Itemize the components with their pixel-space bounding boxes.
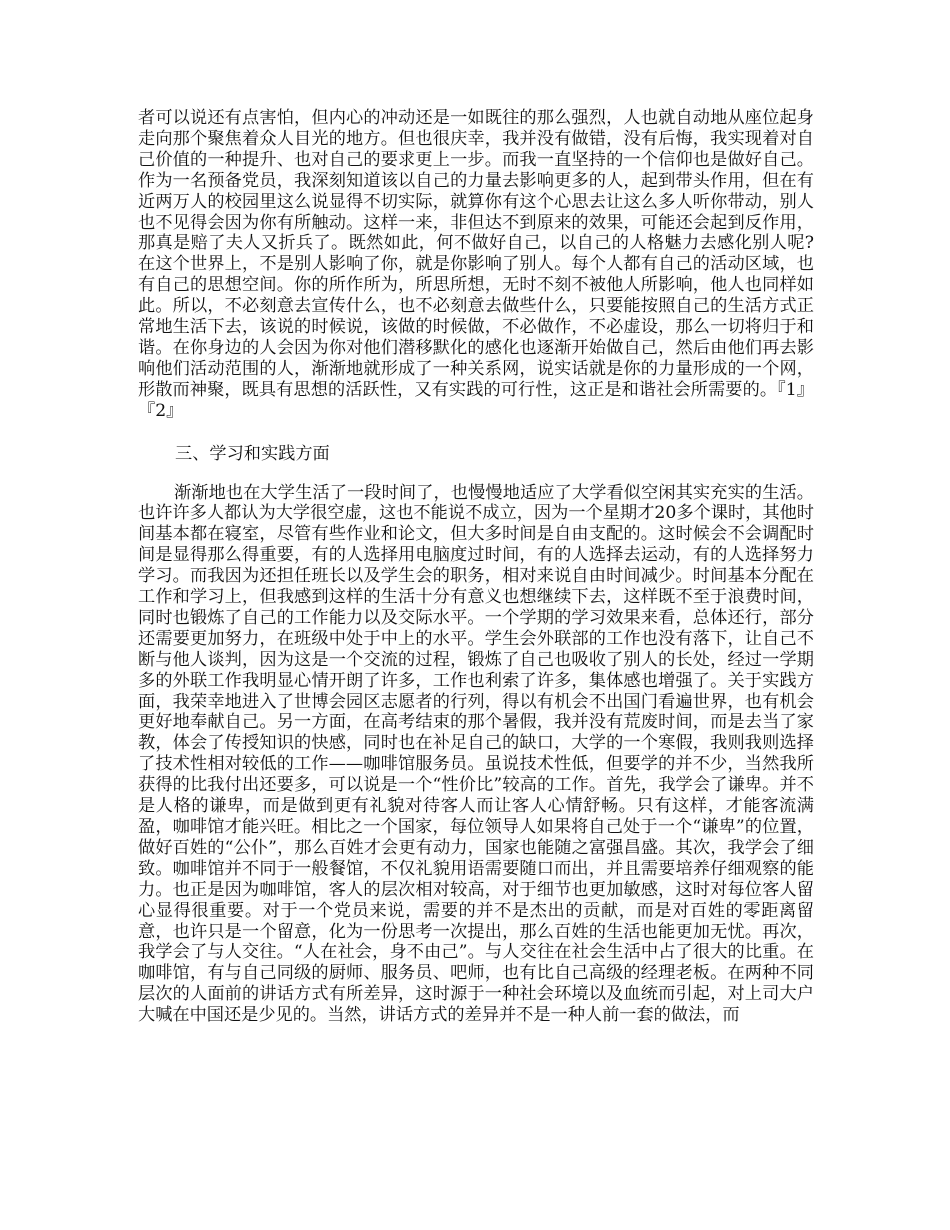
- document-page: [138, 108, 814, 1026]
- paragraph-1: 者可以说还有点害怕，但内心的冲动还是一如既往的那么强烈，人也就自动地从座位起身走向那个聚焦着众人目光的地方。但也很庆幸，我并没有做错，没有后悔，我实现着对自己价值的一种提升、也对自己的要求更上一步。而我一直坚持的一个信仰也是做好自己。作为一名预备党员，我深刻知道该以自己的力量去影响更多的人，起到带头作用，但在有近两万人的校园里这么说显得不切实际，就算你有这个心思去让这么多人听你带动，别人也不见得会因为你有所触动。这样一来，非但达不到原来的效果，可能还会起到反作用，那真是赔了夫人又折兵了。既然如此，何不做好自己，以自己的人格魅力去感化别人呢?在这个世界上，不是别人影响了你，就是你影响了别人。每个人都有自己的活动区域，也有自己的思想空间。你的所作所为，所思所想，无时不刻不被他人所影响，他人也同样如此。所以，不必刻意去宣传什么，也不必刻意去做些什么，只要能按照自己的生活方式正常地生活下去，该说的时候说，该做的时候做，不必做作，不必虚设，那么一切将归于和谐。在你身边的人会因为你对他们潜移默化的感化也逐渐开始做自己，然后由他们再去影响他们活动范围的人，渐渐地就形成了一种关系网，说实话就是你的力量形成的一个网，形散而神聚，既具有思想的活跃性，又有实践的可行性，这正是和谐社会所需要的。『1』『2』: [138, 108, 814, 421]
- section-title: 三、学习和实践方面: [175, 443, 330, 464]
- paragraph-2: 渐渐地也在大学生活了一段时间了，也慢慢地适应了大学看似空闲其实充实的生活。也许许多人都认为大学很空虚，这也不能说不成立，因为一个星期才20多个课时，其他时间基本都在寝室，尽管有些作业和论文，但大多时间是自由支配的。这时候会不会调配时间是显得那么得重要，有的人选择用电脑度过时间，有的人选择去运动，有的人选择努力学习。而我因为还担任班长以及学生会的职务，相对来说自由时间减少。时间基本分配在工作和学习上，但我感到这样的生活十分有意义也想继续下去，这样既不至于浪费时间，同时也锻炼了自己的工作能力以及交际水平。一个学期的学习效果来看，总体还行，部分还需要更加努力，在班级中处于中上的水平。学生会外联部的工作也没有落下，让自己不断与他人谈判，因为这是一个交流的过程，锻炼了自己也吸收了别人的长处，经过一学期多的外联工作我明显心情开朗了许多，工作也利索了许多，集体感也增强了。关于实践方面，我荣幸地进入了世博会园区志愿者的行列，得以有机会不出国门看遍世界，也有机会更好地奉献自己。另一方面，在高考结束的那个暑假，我并没有荒废时间，而是去当了家教，体会了传授知识的快感，同时也在补足自己的缺口，大学的一个寒假，我则我则选择了技术性相对较低的工作——咖啡馆服务员。虽说技术性低，但要学的并不少，当然我所获得的比我付出还要多，可以说是一个“性价比”较高的工作。首先，我学会了谦卑。并不是人格的谦卑，而是做到更有礼貌对待客人而让客人心情舒畅。只有这样，才能客流满盈，咖啡馆才能兴旺。相比之一个国家，每位领导人如果将自己处于一个“谦卑”的位置，做好百姓的“公仆”，那么百姓才会更有动力，国家也能随之富强昌盛。其次，我学会了细致。咖啡馆并不同于一般餐馆，不仅礼貌用语需要随口而出，并且需要培养仔细观察的能力。也正是因为咖啡馆，客人的层次相对较高，对于细节也更加敏感，这时对每位客人留心显得很重要。对于一个党员来说，需要的并不是杰出的贡献，而是对百姓的零距离留意，也许只是一个留意，化为一份思考一次提出，那么百姓的生活也能更加无忧。再次，我学会了与人交往。“人在社会，身不由己”。与人交往在社会生活中占了很大的比重。在咖啡馆，有与自己同级的厨师、服务员、吧师，也有比自己高级的经理老板。在两种不同层次的人面前的讲话方式有所差异，这时源于一种社会环境以及血统而引起，对上司大户大喊在中国还是少见的。当然，讲话方式的差异并不是一种人前一套的做法，而: [138, 482, 814, 1026]
